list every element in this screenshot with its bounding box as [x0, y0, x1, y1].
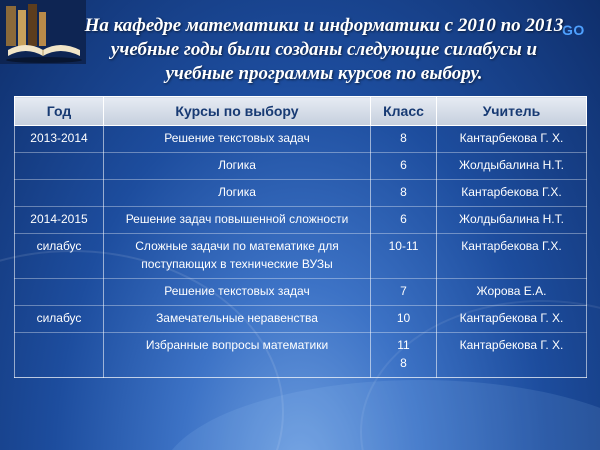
- cell-year: [15, 153, 104, 180]
- brand-mark: GO: [562, 22, 585, 38]
- cell-year: [15, 333, 104, 378]
- table-row: [15, 126, 587, 153]
- courses-table-container: [14, 96, 586, 378]
- header-course: Курсы по выбору: [104, 97, 371, 126]
- books-logo-icon: [0, 0, 86, 64]
- table-row: [15, 180, 587, 207]
- table-row: [15, 279, 587, 306]
- cell-grade: 10-11: [371, 234, 437, 279]
- slide-title: На кафедре математики и информатики с 2010 по 2013 учебные годы были созданы следующие силабусы и учебные программы курсов по выбору.: [84, 15, 564, 84]
- cell-year: [15, 180, 104, 207]
- table-row: [15, 333, 587, 378]
- cell-course: Решение задач повышенной сложности: [104, 207, 371, 234]
- cell-grade: 8: [371, 126, 437, 153]
- cell-course: Решение текстовых задач: [104, 126, 371, 153]
- cell-teacher: Кантарбекова Г.Х.: [437, 234, 587, 279]
- cell-course: Избранные вопросы математики: [104, 333, 371, 378]
- table-row: [15, 306, 587, 333]
- cell-grade-line: 8: [400, 356, 407, 370]
- table-row: [15, 153, 587, 180]
- cell-teacher: Жолдыбалина Н.Т.: [437, 153, 587, 180]
- cell-course: Логика: [104, 153, 371, 180]
- cell-teacher: Кантарбекова Г. Х.: [437, 333, 587, 378]
- cell-year: силабус: [15, 234, 104, 279]
- cell-course: Решение текстовых задач: [104, 279, 371, 306]
- cell-teacher: Кантарбекова Г. Х.: [437, 126, 587, 153]
- cell-grade: 6: [371, 153, 437, 180]
- decorative-glow: [160, 380, 600, 450]
- cell-teacher: Кантарбекова Г. Х.: [437, 306, 587, 333]
- cell-teacher: Жорова Е.А.: [437, 279, 587, 306]
- table-header-row: [15, 97, 587, 126]
- cell-grade: 8: [371, 180, 437, 207]
- cell-grade: [371, 333, 437, 378]
- cell-course: Замечательные неравенства: [104, 306, 371, 333]
- cell-teacher: Кантарбекова Г.Х.: [437, 180, 587, 207]
- cell-grade: 10: [371, 306, 437, 333]
- header-teacher: Учитель: [437, 97, 587, 126]
- courses-table: [14, 96, 587, 378]
- table-row: [15, 207, 587, 234]
- cell-year: силабус: [15, 306, 104, 333]
- cell-course: Сложные задачи по математике для поступающих в технические ВУЗы: [104, 234, 371, 279]
- cell-year: [15, 279, 104, 306]
- cell-year: 2013-2014: [15, 126, 104, 153]
- cell-grade: 6: [371, 207, 437, 234]
- cell-year: 2014-2015: [15, 207, 104, 234]
- header-year: Год: [15, 97, 104, 126]
- header-grade: Класс: [371, 97, 437, 126]
- cell-teacher: Жолдыбалина Н.Т.: [437, 207, 587, 234]
- cell-course: Логика: [104, 180, 371, 207]
- cell-grade: 7: [371, 279, 437, 306]
- cell-grade-line: 11: [397, 338, 410, 352]
- table-row: [15, 234, 587, 279]
